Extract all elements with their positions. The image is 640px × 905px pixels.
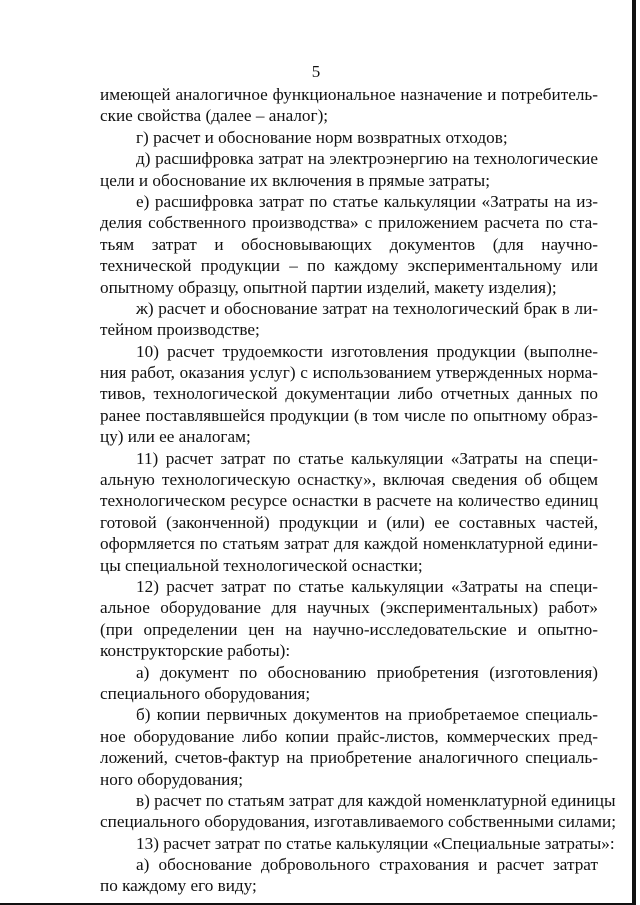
text-line: г) расчет и обоснование норм возвратных отходов; (136, 127, 508, 147)
text-line: опытному образцу, опытной партии изделий, макету изделия); (100, 277, 557, 297)
text-line: ное оборудование либо копии прайс-листов, коммерческих пред- (100, 726, 598, 746)
text-line: в) расчет по статьям затрат для каждой номенклатурной единицы (136, 790, 616, 810)
text-line: ранее поставлявшейся продукции (в том числе по опытному образ- (100, 405, 598, 425)
text-line: а) обоснование добровольного страхования и расчет затрат (136, 855, 598, 875)
text-line: технической продукции – по каждому экспериментальному или (100, 256, 598, 276)
text-line: ские свойства (далее – аналог); (100, 106, 329, 126)
text-line: 11) расчет затрат по статье калькуляции «Затраты на специ- (136, 448, 598, 468)
text-line: альную технологическую оснастку», включая сведения об общем (100, 470, 598, 490)
text-line: 13) расчет затрат по статье калькуляции «Специальные затраты»: (136, 833, 615, 853)
text-line: делия собственного производства» с приложением расчета по ста- (100, 213, 598, 233)
text-line: тивов, технологической документации либо отчетных данных по (100, 384, 598, 404)
text-line: цу) или ее аналогам; (100, 427, 251, 447)
text-line: тьям затрат и обосновывающих документов (для научно- (100, 234, 598, 254)
page-number: 5 (311, 62, 321, 81)
text-line: (при определении цен на научно-исследовательские и опытно- (100, 619, 598, 639)
text-line: цы специальной технологической оснастки; (100, 555, 423, 575)
text-line: ния работ, оказания услуг) с использованием утвержденных норма- (100, 363, 598, 383)
text-line: а) документ по обоснованию приобретения (изготовления) (136, 662, 598, 682)
text-line: конструкторские работы): (100, 641, 291, 661)
text-line: цели и обоснование их включения в прямые затраты; (100, 170, 490, 190)
text-line: специального оборудования; (100, 683, 311, 703)
text-line: б) копии первичных документов на приобретаемое специаль- (136, 705, 598, 725)
text-line: е) расшифровка затрат по статье калькуляции «Затраты на из- (136, 191, 598, 211)
text-line: ж) расчет и обоснование затрат на технологический брак в ли- (136, 298, 598, 318)
text-line: по каждому его виду; (100, 876, 257, 896)
text-line: альное оборудование для научных (экспериментальных) работ» (100, 598, 598, 618)
text-line: тейном производстве; (100, 320, 260, 340)
text-line: технологическом ресурсе оснастки в расчете на количество единиц (100, 491, 598, 511)
text-line: д) расшифровка затрат на электроэнергию на технологические (136, 149, 598, 169)
text-line: ного оборудования; (100, 769, 244, 789)
text-line: ложений, счетов-фактур на приобретение аналогичного специаль- (100, 748, 598, 768)
text-line: 12) расчет затрат по статье калькуляции «Затраты на специ- (136, 576, 598, 596)
text-line: готовой (законченной) продукции и (или) ее составных частей, (100, 512, 598, 532)
text-line: 10) расчет трудоемкости изготовления продукции (выполне- (136, 341, 598, 361)
text-line: специального оборудования, изготавливаемого собственными силами; (100, 812, 616, 832)
text-line: оформляется по статьям затрат для каждой номенклатурной едини- (100, 534, 598, 554)
document-body (100, 84, 616, 897)
text-line: имеющей аналогичное функциональное назначение и потребитель- (100, 85, 598, 104)
